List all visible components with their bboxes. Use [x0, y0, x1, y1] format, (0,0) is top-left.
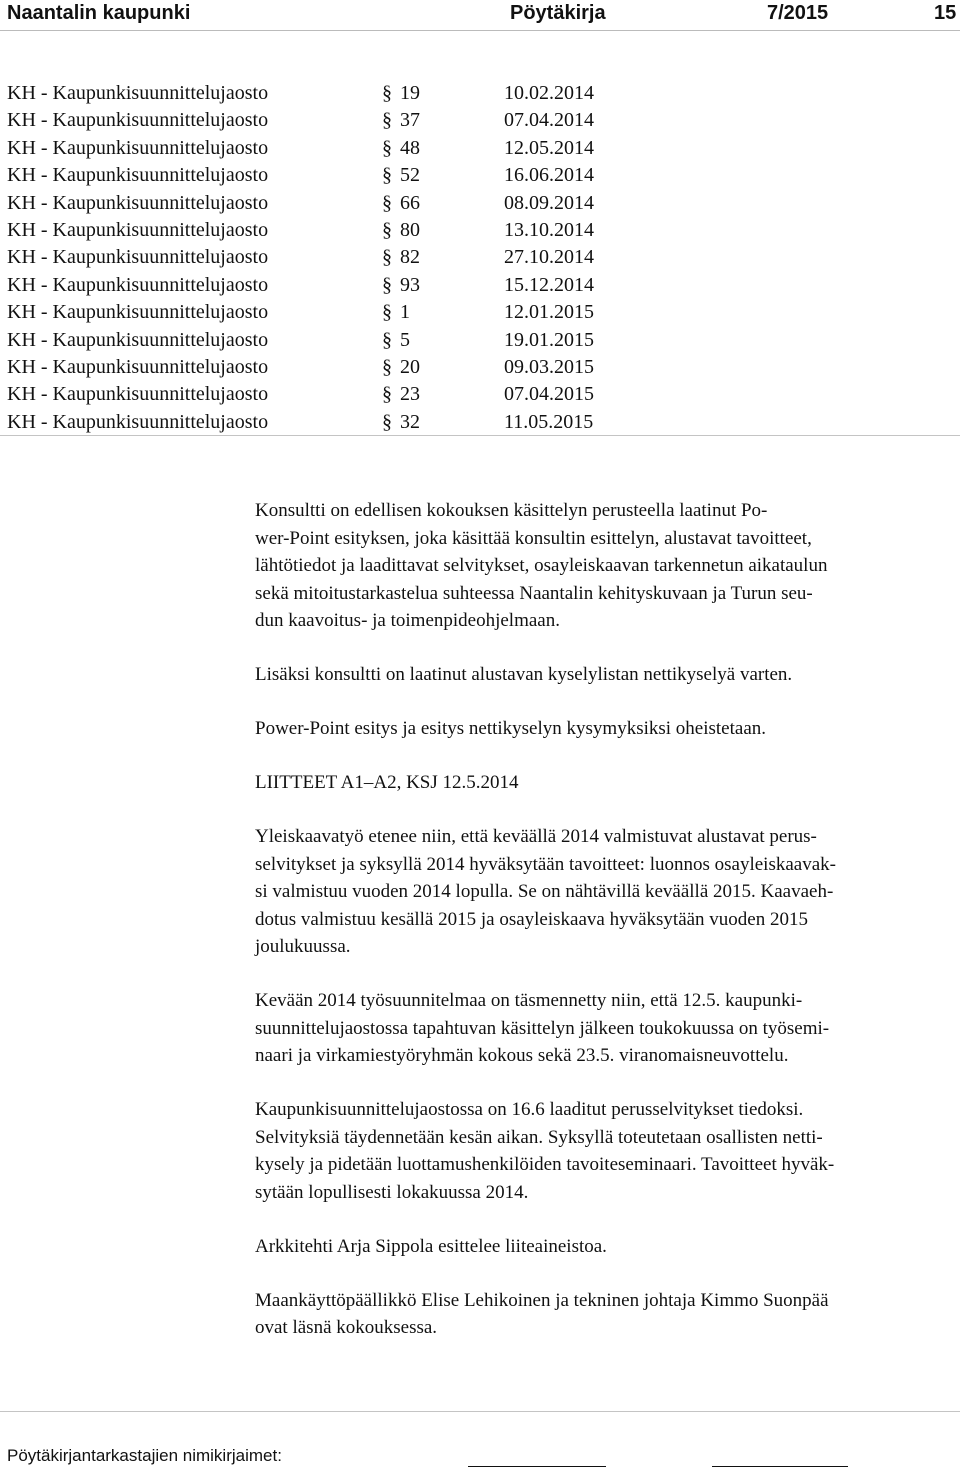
section-sign: §	[382, 82, 392, 104]
reference-body: KH - Kaupunkisuunnittelujaosto	[7, 328, 269, 351]
document-type: Pöytäkirja	[510, 2, 606, 24]
section-number: 48	[400, 136, 420, 159]
reference-body: KH - Kaupunkisuunnittelujaosto	[7, 383, 269, 406]
paragraph-line: Yleiskaavatyö etenee niin, että keväällä 2014 valmistuvat alustavat perus-	[255, 826, 817, 847]
meeting-date: 07.04.2014	[504, 109, 594, 132]
organization-name: Naantalin kaupunki	[7, 2, 191, 24]
meeting-date: 11.05.2015	[504, 410, 594, 433]
paragraph-line: Power-Point esitys ja esitys nettikyselyn kysymyksiksi oheistetaan.	[255, 718, 766, 739]
section-sign: §	[382, 355, 392, 378]
reference-row	[7, 272, 959, 299]
paragraph-line: naari ja virkamiestyöryhmän kokous sekä 23.5. viranomaisneuvottelu.	[255, 1045, 789, 1066]
reference-body: KH - Kaupunkisuunnittelujaosto	[7, 273, 269, 296]
section-number: 80	[400, 218, 420, 241]
meeting-date: 13.10.2014	[504, 218, 594, 241]
paragraph-line: dun kaavoitus- ja toimenpideohjelmaan.	[255, 610, 560, 631]
paragraph-line: Kaupunkisuunnittelujaostossa on 16.6 laaditut perusselvitykset tiedoksi.	[255, 1099, 804, 1120]
reference-body: KH - Kaupunkisuunnittelujaosto	[7, 109, 269, 132]
section-sign: §	[382, 164, 392, 187]
paragraph	[255, 823, 955, 961]
reference-body: KH - Kaupunkisuunnittelujaosto	[7, 246, 269, 269]
paragraph-line: Konsultti on edellisen kokouksen käsittelyn perusteella laatinut Po-	[255, 500, 768, 521]
section-sign: §	[382, 191, 392, 214]
reference-row	[7, 244, 959, 271]
paragraph-line: ovat läsnä kokouksessa.	[255, 1317, 438, 1338]
paragraph	[255, 715, 955, 743]
section-sign: §	[382, 410, 392, 433]
section-number: 82	[400, 246, 420, 269]
paragraph-line: joulukuussa.	[255, 936, 351, 957]
paragraph	[255, 661, 955, 689]
reference-body: KH - Kaupunkisuunnittelujaosto	[7, 136, 269, 159]
section-number: 66	[400, 191, 420, 214]
reference-body: KH - Kaupunkisuunnittelujaosto	[7, 301, 269, 324]
reference-row	[7, 354, 959, 381]
meeting-date: 16.06.2014	[504, 164, 594, 187]
meeting-date: 19.01.2015	[504, 328, 594, 351]
paragraph-line: wer-Point esityksen, joka käsittää konsultin esittelyn, alustavat tavoitteet,	[255, 527, 812, 549]
section-number: 37	[400, 109, 420, 132]
paragraph-line: Lisäksi konsultti on laatinut alustavan kyselylistan nettikyselyä varten.	[255, 664, 793, 685]
section-number: 52	[400, 164, 420, 187]
reference-row	[7, 217, 959, 244]
section-number: 32	[400, 410, 420, 433]
reference-row	[7, 190, 959, 217]
section-number: 1	[400, 301, 410, 324]
section-number: 23	[400, 383, 420, 406]
section-sign: §	[382, 246, 392, 269]
reference-body: KH - Kaupunkisuunnittelujaosto	[7, 82, 269, 104]
paragraph-line: Maankäyttöpäällikkö Elise Lehikoinen ja tekninen johtaja Kimmo Suonpää	[255, 1289, 829, 1311]
reference-row	[7, 381, 959, 408]
document-number: 7/2015	[767, 2, 829, 24]
meeting-date: 15.12.2014	[504, 273, 594, 296]
reference-row	[7, 80, 959, 107]
reference-row	[7, 107, 959, 134]
meeting-date: 27.10.2014	[504, 246, 594, 269]
paragraph	[255, 769, 955, 797]
reference-list	[7, 80, 959, 436]
reference-row	[7, 162, 959, 189]
paragraph	[255, 1233, 955, 1261]
paragraph-line: si valmistuu vuoden 2014 lopulla. Se on nähtävillä keväällä 2015. Kaavaeh-	[255, 881, 834, 902]
section-number: 93	[400, 273, 420, 296]
meeting-date: 12.01.2015	[504, 301, 594, 324]
section-number: 20	[400, 355, 420, 378]
paragraph-line: Arkkitehti Arja Sippola esittelee liiteaineistoa.	[255, 1235, 607, 1257]
paragraph-line: suunnittelujaostossa tapahtuvan käsittelyn jälkeen toukokuussa on työsemi-	[255, 1017, 830, 1039]
reference-body: KH - Kaupunkisuunnittelujaosto	[7, 218, 269, 241]
reference-row	[7, 135, 959, 162]
section-sign: §	[382, 301, 392, 324]
signature-line	[712, 1466, 848, 1467]
meeting-date: 12.05.2014	[504, 136, 594, 159]
page-header	[0, 0, 960, 31]
section-sign: §	[382, 273, 392, 296]
paragraph	[255, 497, 955, 635]
minutes-body	[255, 497, 955, 1368]
paragraph-line: Selvityksiä täydennetään kesän aikan. Syksyllä toteutetaan osallisten netti-	[255, 1126, 823, 1148]
reference-body: KH - Kaupunkisuunnittelujaosto	[7, 410, 269, 433]
paragraph-line: lähtötiedot ja laadittavat selvitykset, osayleiskaavan tarkennetun aikataulun	[255, 555, 828, 576]
divider	[0, 435, 960, 436]
paragraph	[255, 987, 955, 1070]
footer-divider	[0, 1411, 960, 1412]
paragraph-line: Kevään 2014 työsuunnitelmaa on täsmennetty niin, että 12.5. kaupunki-	[255, 990, 803, 1011]
reference-body: KH - Kaupunkisuunnittelujaosto	[7, 191, 269, 214]
section-number: 5	[400, 328, 410, 351]
paragraph	[255, 1096, 955, 1206]
reference-row	[7, 409, 959, 436]
signature-line	[468, 1466, 606, 1467]
paragraph-line: sekä mitoitustarkastelua suhteessa Naantalin kehityskuvaan ja Turun seu-	[255, 582, 813, 604]
meeting-date: 09.03.2015	[504, 355, 594, 378]
reference-body: KH - Kaupunkisuunnittelujaosto	[7, 355, 269, 378]
paragraph-line: selvitykset ja syksyllä 2014 hyväksytään tavoitteet: luonnos osayleiskaavak-	[255, 853, 836, 875]
meeting-date: 10.02.2014	[504, 82, 594, 104]
meeting-date: 07.04.2015	[504, 383, 594, 406]
reference-body: KH - Kaupunkisuunnittelujaosto	[7, 164, 269, 187]
section-sign: §	[382, 328, 392, 351]
section-number: 19	[400, 82, 420, 104]
paragraph	[255, 1287, 955, 1342]
page-number: 15	[934, 2, 957, 24]
paragraph-line: kysely ja pidetään luottamushenkilöiden tavoiteseminaari. Tavoitteet hyväk-	[255, 1154, 835, 1175]
section-sign: §	[382, 218, 392, 241]
section-sign: §	[382, 136, 392, 159]
meeting-date: 08.09.2014	[504, 191, 594, 214]
section-sign: §	[382, 109, 392, 132]
reference-row	[7, 327, 959, 354]
paragraph-line: LIITTEET A1–A2, KSJ 12.5.2014	[255, 772, 519, 793]
signature-label: Pöytäkirjantarkastajien nimikirjaimet:	[7, 1446, 282, 1465]
paragraph-line: sytään lopullisesti lokakuussa 2014.	[255, 1181, 529, 1203]
reference-row	[7, 299, 959, 326]
section-sign: §	[382, 383, 392, 406]
paragraph-line: dotus valmistuu kesällä 2015 ja osayleiskaava hyväksytään vuoden 2015	[255, 908, 808, 930]
